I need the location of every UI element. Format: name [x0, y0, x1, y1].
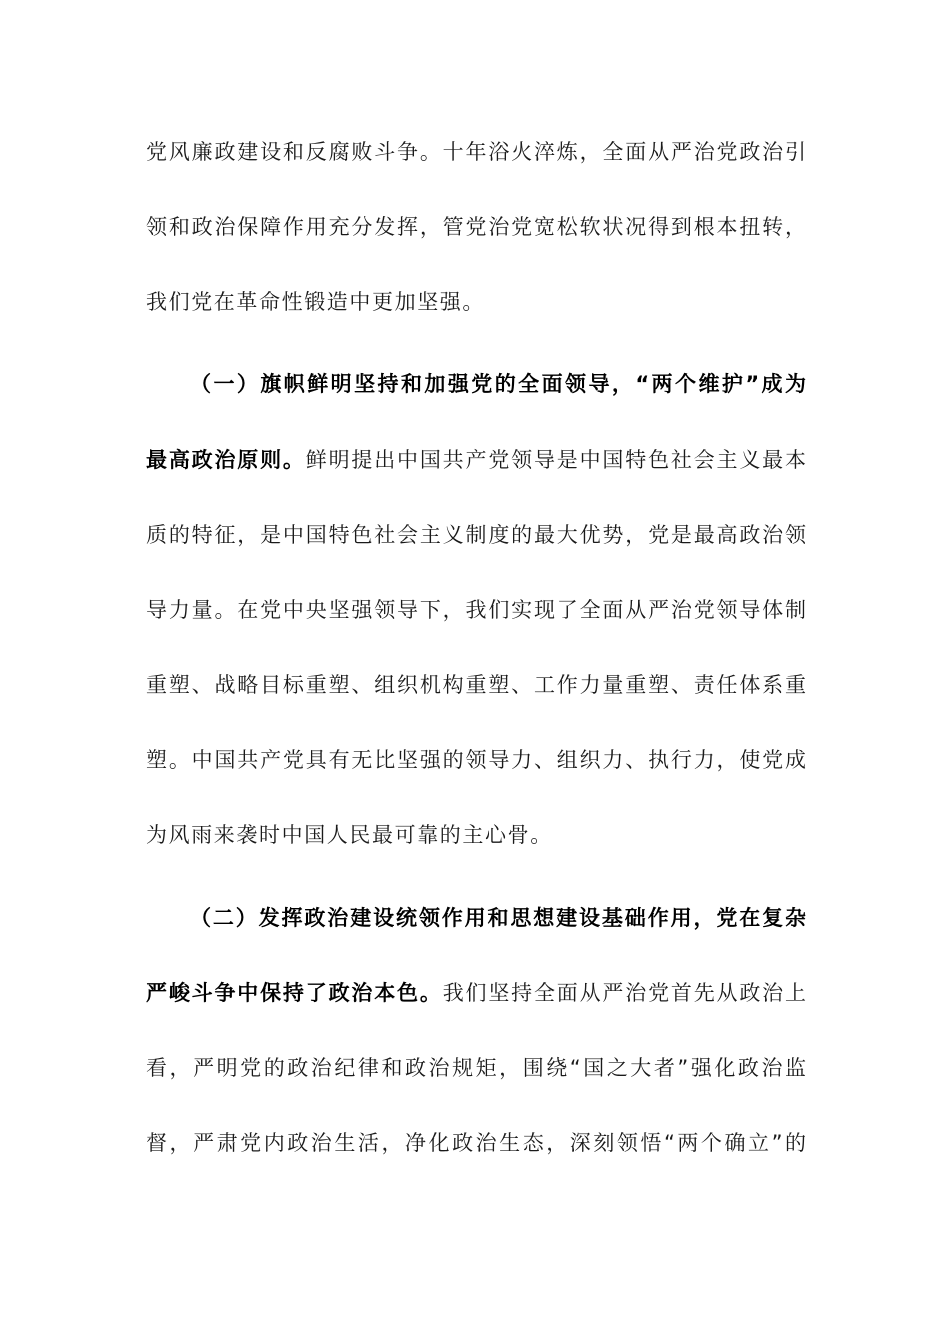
paragraph-line: 质的特征，是中国特色社会主义制度的最大优势，党是最高政治领 — [146, 523, 806, 547]
paragraph-line: 塑。中国共产党具有无比坚强的领导力、组织力、执行力，使党成 — [146, 748, 806, 772]
paragraph-line: 为风雨来袭时中国人民最可靠的主心骨。 — [146, 823, 553, 847]
section-heading-end: 严峻斗争中保持了政治本色。 — [146, 981, 443, 1005]
paragraph-text: 我们坚持全面从严治党首先从政治上 — [442, 981, 807, 1005]
paragraph-line — [146, 440, 806, 480]
paragraph-line: 我们党在革命性锻造中更加坚强。 — [146, 290, 485, 314]
paragraph-line: 重塑、战略目标重塑、组织机构重塑、工作力量重塑、责任体系重 — [146, 673, 806, 697]
paragraph-line: 导力量。在党中央坚强领导下，我们实现了全面从严治党领导体制 — [146, 598, 806, 622]
paragraph-line: 党风廉政建设和反腐败斗争。十年浴火淬炼，全面从严治党政治引 — [146, 140, 806, 164]
paragraph-line: 看，严明党的政治纪律和政治规矩，围绕“国之大者”强化政治监 — [146, 1056, 806, 1080]
paragraph-line — [146, 973, 806, 1013]
paragraph-line: 督，严肃党内政治生活，净化政治生态，深刻领悟“两个确立”的 — [146, 1131, 806, 1155]
paragraph-line: 领和政治保障作用充分发挥，管党治党宽松软状况得到根本扭转， — [146, 215, 806, 239]
section-heading: （一）旗帜鲜明坚持和加强党的全面领导，“两个维护”成为 — [190, 372, 806, 396]
section-heading-end: 最高政治原则。 — [146, 448, 306, 472]
paragraph-text: 鲜明提出中国共产党领导是中国特色社会主义最本 — [305, 448, 806, 472]
section-heading: （二）发挥政治建设统领作用和思想建设基础作用，党在复杂 — [190, 906, 806, 930]
